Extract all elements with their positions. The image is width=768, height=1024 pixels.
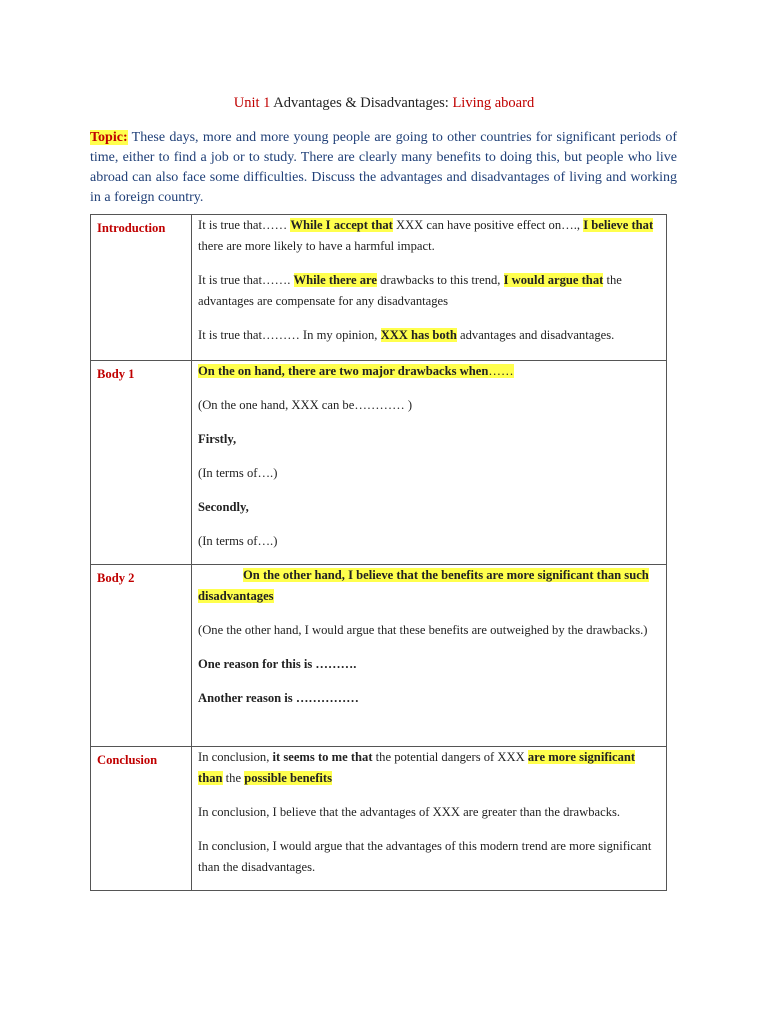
essay-structure-table [90,214,667,891]
intro-line-3: It is true that……… In my opinion, XXX has both advantages and disadvantages. [198,328,615,342]
topic-text: These days, more and more young people are going to other countries for significant periods of time, either to find a job or to study. There are clearly many benefits to doing this, but people who live abroad can also face some difficulties. Discuss the advantages and disadvantages of living and working in a foreign country. [90,130,677,205]
table-row-introduction [91,215,667,361]
row-label-body-1: Body 1 [91,361,192,565]
body1-line-6: (In terms of….) [198,534,278,548]
row-content-conclusion [192,747,667,891]
row-content-body-1 [192,361,667,565]
body2-line-4: Another reason is …………… [198,691,359,705]
topic-paragraph [90,128,677,208]
body1-line-4: (In terms of….) [198,466,278,480]
title-main: Advantages & Disadvantages: [270,95,453,111]
body2-line-1: On the other hand, I believe that the benefits are more significant than such disadvantages [198,568,649,603]
row-label-body-2: Body 2 [91,565,192,747]
body2-line-2: (One the other hand, I would argue that these benefits are outweighed by the drawbacks.) [198,623,648,637]
conclusion-line-2: In conclusion, I believe that the advantages of XXX are greater than the drawbacks. [198,805,621,819]
conclusion-line-3: In conclusion, I would argue that the advantages of this modern trend are more significant than the disadvantages. [198,839,652,874]
conclusion-line-1: In conclusion, it seems to me that the potential dangers of XXX are more significant than the possible benefits [198,750,636,785]
body1-line-3: Firstly, [198,432,237,446]
unit-label: Unit 1 [233,95,271,111]
intro-line-2: It is true that……. While there are drawbacks to this trend, I would argue that the advantages are compensate for any disadvantages [198,273,622,308]
table-row-body-1 [91,361,667,565]
body2-line-3: One reason for this is ………. [198,657,357,671]
table-row-body-2 [91,565,667,747]
row-content-body-2 [192,565,667,747]
row-label-conclusion: Conclusion [91,747,192,891]
title-topic: Living aboard [452,95,535,111]
topic-label: Topic: [90,130,128,145]
row-label-introduction: Introduction [91,215,192,361]
intro-line-1: It is true that…… While I accept that XXX can have positive effect on…., I believe that there are more likely to have a harmful impact. [198,218,654,253]
body1-line-1: On the on hand, there are two major drawbacks when…… [198,364,514,378]
body1-line-5: Secondly, [198,500,249,514]
document-title [0,95,768,112]
table-row-conclusion [91,747,667,891]
row-content-introduction [192,215,667,361]
body1-line-2: (On the one hand, XXX can be………… ) [198,398,413,412]
